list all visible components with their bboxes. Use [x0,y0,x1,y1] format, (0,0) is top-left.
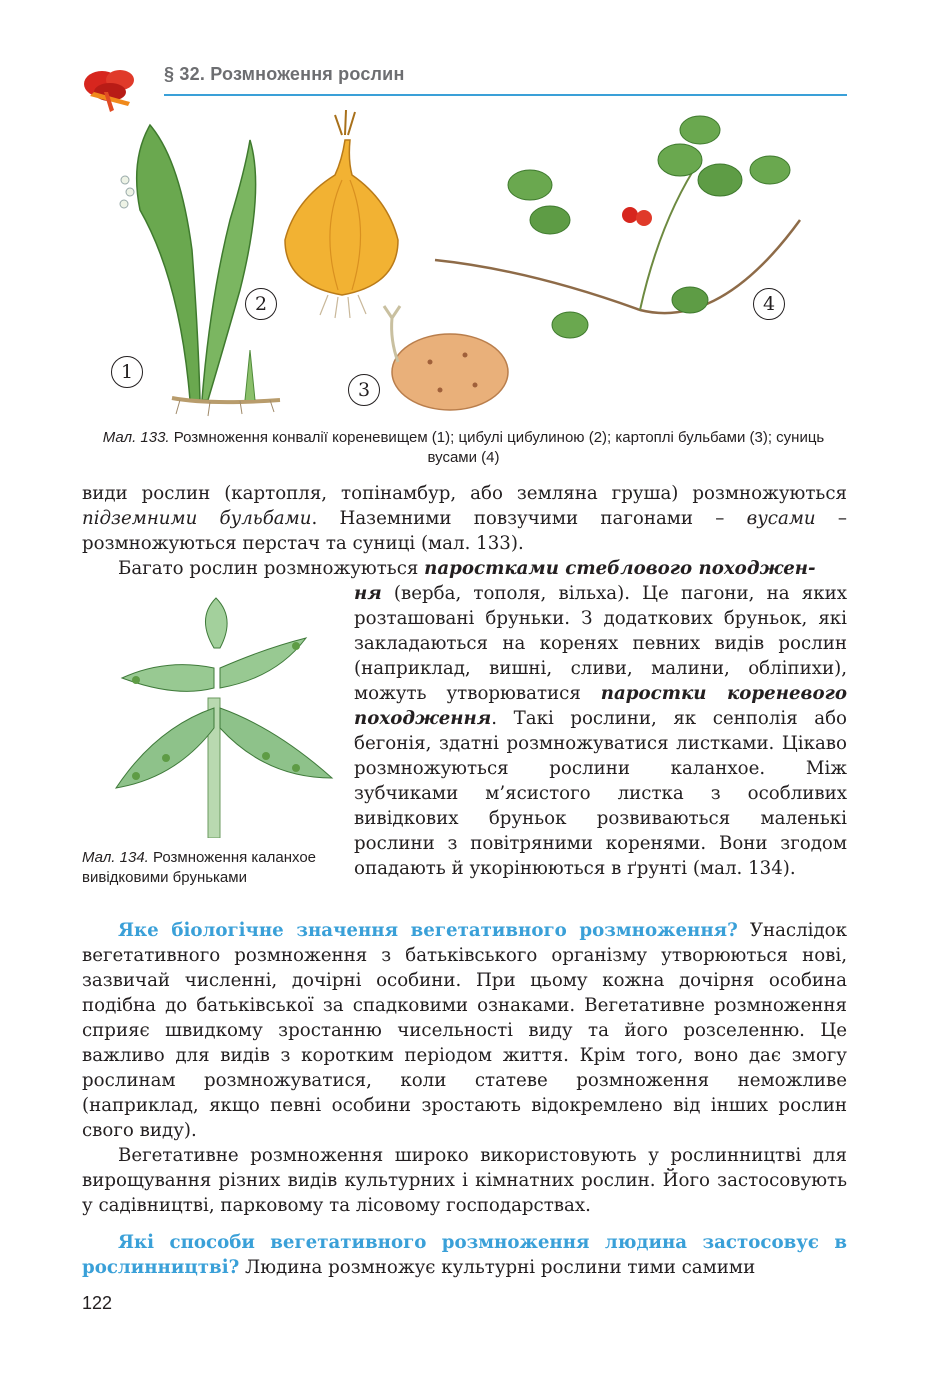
text-span: – розмножуються перстач та суниці (мал. 133). [82,508,847,554]
potato-icon [384,306,508,410]
figure-133-caption [100,428,827,468]
question-heading: Які способи вегетативного розмноження людина застосовує в рослинництві? [82,1232,847,1278]
header-divider [164,94,847,96]
figure-label-1: 1 [111,356,143,388]
paragraph-3 [82,918,847,1143]
question-heading: Яке біологічне значення вегетативного розмноження? [118,920,738,941]
onion-icon [285,110,398,318]
caption-label: Мал. 133. [102,429,170,446]
figure-134-illustration [96,588,346,838]
paragraph-4 [82,1143,847,1218]
caption-text: Розмноження конвалії кореневищем (1); цибулі цибулиною (2); картоплі бульбами (3); суниць вусами (4) [169,429,825,466]
paragraph-5 [82,1230,847,1280]
page-number: 122 [82,1293,113,1313]
figure-label-3: 3 [348,374,380,406]
paragraph-1 [82,481,847,556]
term-stem-shoots-end: ня [354,583,382,604]
lily-of-the-valley-icon [120,125,280,416]
term-runners: вусами [746,508,816,529]
text-span: Людина розмножує культурні рослини тими самими [239,1257,756,1278]
text-span: . Наземними повзучими пагонами – [311,508,747,529]
term-stem-shoots: паростками стеблового походжен- [424,558,816,579]
strawberry-plant-icon [435,116,800,338]
kalanchoe-icon [116,598,332,838]
text-span: Унаслідок вегетативного розмноження з батьківського організму утворюються нові, зазвичай численні, дочірні особини. При цьому кожна дочірня особина подібна до батьківської за спадковими ознаками. Вегетативне розмноження сприяє швидкому зростанню чисельності виду та його розселенню. Це важливо для видів з коротким періодом життя. Крім того, воно дає змогу рослинам розмножуватися, коли статеве розмноження неможливе (наприклад, якщо певні особини зростають відокремлено від інших рослин свого виду). [82,920,847,1141]
term-root-shoots: паростки кореневого походження [354,683,847,729]
text-span: Вегетативне розмноження широко використовують у рослинництві для вирощування різних видів культурних і кімнатних рослин. Його застосовують у садівництві, парковому та лісовому господарствах. [82,1145,847,1216]
caption-label: Мал. 134. [82,849,149,866]
term-underground-tubers: підземними бульбами [82,508,312,529]
section-title: § 32. Розмноження рослин [164,64,405,84]
figure-134-caption [82,848,332,888]
text-span: види рослин (картопля, топінамбур, або земляна груша) розмножуються [82,483,847,504]
caption-text: Розмноження каланхое вивідковими бруньками [82,849,317,886]
text-span: . Такі рослини, як сенполія або бегонія, здатні розмножуватися листками. Цікаво розмножуються рослини каланхое. Між зубчиками м’ясистого листка з особливих вивідкових бруньок розвиваються маленькі рослини з повітряними коренями. Вони згодом опадають й укорінюються в ґрунті (мал. 134). [354,708,847,879]
text-span: Багато рослин розмножуються [118,558,425,579]
text-span: (верба, тополя, вільха). Це пагони, на яких розташовані бруньки. З додаткових бруньок, які закладаються на коренях певних видів рослин (наприклад, вишні, сливи, малини, обліпихи), можуть утворюватися [354,583,847,704]
paragraph-2-first-line [82,556,847,581]
figure-label-4: 4 [753,288,785,320]
figure-label-2: 2 [245,288,277,320]
paragraph-2-wrapped [354,581,847,881]
figure-133-illustration [80,100,847,420]
